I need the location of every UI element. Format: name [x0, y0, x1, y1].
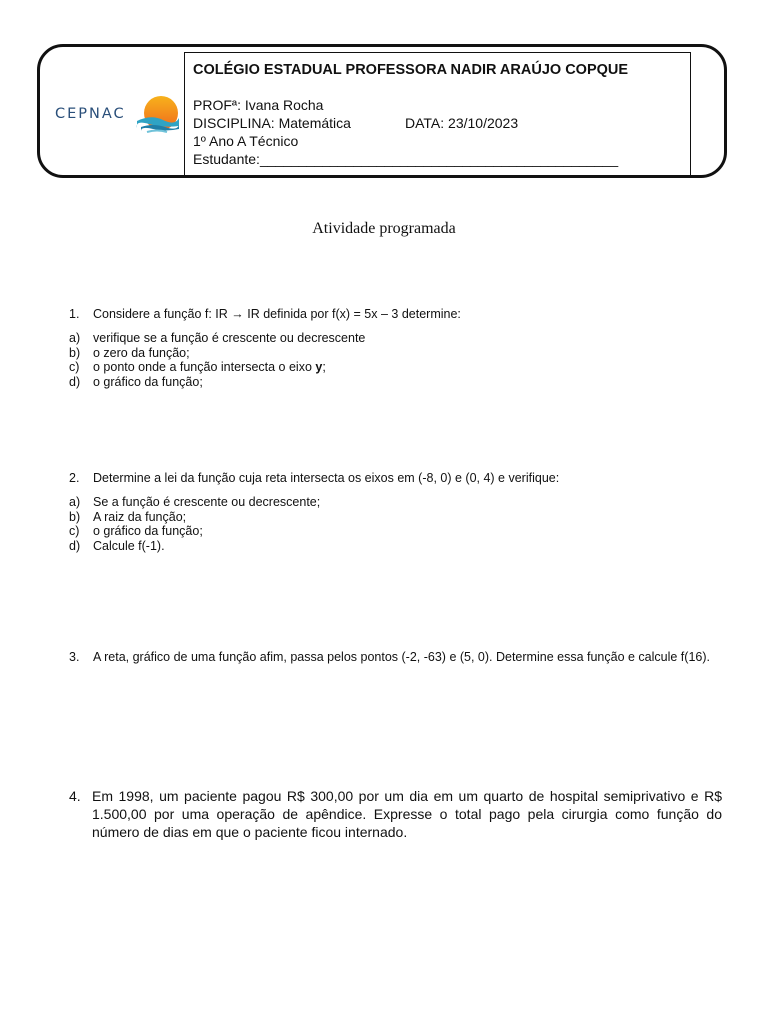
option-text: o gráfico da função; — [93, 524, 203, 538]
question-text: A reta, gráfico de uma função afim, passa pelos pontos (-2, -63) e (5, 0). Determine essa função e calcule f(16). — [93, 650, 710, 664]
date: DATA: 23/10/2023 — [405, 115, 519, 131]
option-text: Se a função é crescente ou decrescente; — [93, 495, 321, 509]
student-field: Estudante:______________________________________________ — [193, 151, 619, 167]
option-letter: b) — [69, 345, 81, 360]
discipline: DISCIPLINA: Matemática — [193, 115, 351, 131]
option-text: Calcule f(-1). — [93, 538, 165, 553]
question-text: Considere a função f: IR → IR definida por f(x) = 5x – 3 determine: — [93, 307, 461, 321]
option-letter: c) — [69, 524, 80, 538]
page-title: Atividade programada — [312, 220, 456, 237]
option-letter: b) — [69, 509, 81, 524]
question-number: 2. — [69, 471, 80, 485]
option-text: A raiz da função; — [93, 509, 187, 524]
option-letter: a) — [69, 331, 81, 345]
question-text: Determine a lei da função cuja reta intersecta os eixos em (-8, 0) e (0, 4) e verifique: — [93, 471, 560, 485]
teacher-name: PROFª: Ivana Rocha — [193, 97, 324, 113]
option-text: o zero da função; — [93, 345, 190, 360]
option-text: verifique se a função é crescente ou decrescente — [93, 331, 366, 345]
option-text: o ponto onde a função intersecta o eixo y; — [93, 360, 326, 374]
option-text: o gráfico da função; — [93, 374, 203, 389]
question-number: 1. — [69, 307, 80, 321]
school-logo — [55, 94, 180, 138]
question-number: 3. — [69, 650, 80, 664]
discipline-row — [193, 114, 682, 132]
option-letter: d) — [69, 538, 81, 553]
option-letter: d) — [69, 374, 81, 389]
header-info-box — [184, 52, 691, 176]
logo-text: CEPNAC — [55, 106, 126, 122]
question-text: Em 1998, um paciente pagou R$ 300,00 por um dia em um quarto de hospital semiprivativo e R$ 1.500,00 por uma operação de apêndice. Expresse o total pago pela cirurgia como função do número de dias em que o paciente ficou internado. — [92, 788, 722, 840]
question-number: 4. — [69, 788, 81, 804]
sun-wave-icon — [135, 94, 180, 138]
class-name: 1º Ano A Técnico — [193, 133, 299, 149]
school-name: COLÉGIO ESTADUAL PROFESSORA NADIR ARAÚJO COPQUE — [193, 62, 629, 78]
option-letter: a) — [69, 495, 81, 509]
option-letter: c) — [69, 360, 80, 374]
